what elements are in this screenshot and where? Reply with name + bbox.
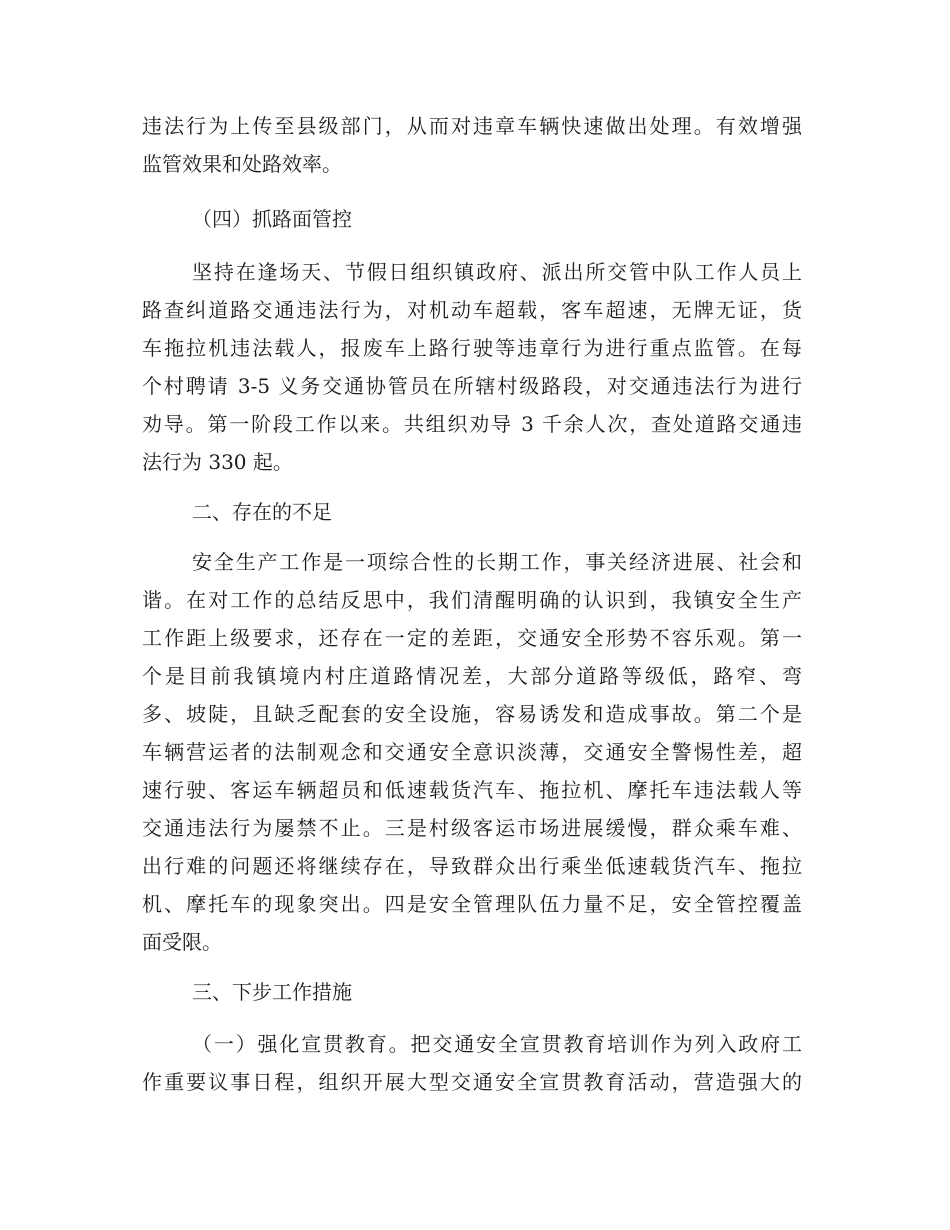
body-text-line: 速行驶、客运车辆超员和低速载货汽车、拖拉机、摩托车违法载人等 bbox=[142, 778, 802, 802]
body-text-line: 劝导。第一阶段工作以来。共组织劝导 3 千余人次，查处道路交通违 bbox=[142, 412, 802, 436]
body-text-line: 安全生产工作是一项综合性的长期工作，事关经济进展、社会和 bbox=[192, 550, 802, 574]
body-text-line: 出行难的问题还将继续存在，导致群众出行乘坐低速载货汽车、拖拉 bbox=[142, 854, 802, 878]
body-text-line: 面受限。 bbox=[142, 930, 222, 954]
body-text-line: 车拖拉机违法载人，报废车上路行驶等违章行为进行重点监管。在每 bbox=[142, 336, 802, 360]
body-text-line: 法行为 330 起。 bbox=[142, 450, 293, 474]
body-text-line: 违法行为上传至县级部门，从而对违章车辆快速做出处理。有效增强 bbox=[142, 114, 802, 138]
body-text-line: 监管效果和处路效率。 bbox=[142, 152, 342, 176]
section-heading: 二、存在的不足 bbox=[192, 500, 332, 524]
body-text-line: 工作距上级要求，还存在一定的差距，交通安全形势不容乐观。第一 bbox=[142, 626, 802, 650]
body-text-line: 作重要议事日程，组织开展大型交通安全宣贯教育活动，营造强大的 bbox=[142, 1070, 802, 1094]
body-text-line: 坚持在逢场天、节假日组织镇政府、派出所交管中队工作人员上 bbox=[192, 260, 802, 284]
body-text-line: 路查纠道路交通违法行为，对机动车超载，客车超速，无牌无证，货 bbox=[142, 298, 802, 322]
section-heading: （四）抓路面管控 bbox=[192, 207, 352, 231]
body-text-line: 多、坡陡，且缺乏配套的安全设施，容易诱发和造成事故。第二个是 bbox=[142, 702, 802, 726]
body-text-line: 谐。在对工作的总结反思中，我们清醒明确的认识到，我镇安全生产 bbox=[142, 588, 802, 612]
body-text-line: 个村聘请 3-5 义务交通协管员在所辖村级路段，对交通违法行为进行 bbox=[142, 374, 802, 398]
body-text-line: 机、摩托车的现象突出。四是安全管理队伍力量不足，安全管控覆盖 bbox=[142, 892, 802, 916]
body-text-line: 交通违法行为屡禁不止。三是村级客运市场进展缓慢，群众乘车难、 bbox=[142, 816, 802, 840]
body-text-line: （一）强化宣贯教育。把交通安全宣贯教育培训作为列入政府工 bbox=[192, 1032, 802, 1056]
body-text-line: 个是目前我镇境内村庄道路情况差，大部分道路等级低，路窄、弯 bbox=[142, 664, 802, 688]
section-heading: 三、下步工作措施 bbox=[192, 980, 352, 1004]
body-text-line: 车辆营运者的法制观念和交通安全意识淡薄，交通安全警惕性差，超 bbox=[142, 740, 802, 764]
